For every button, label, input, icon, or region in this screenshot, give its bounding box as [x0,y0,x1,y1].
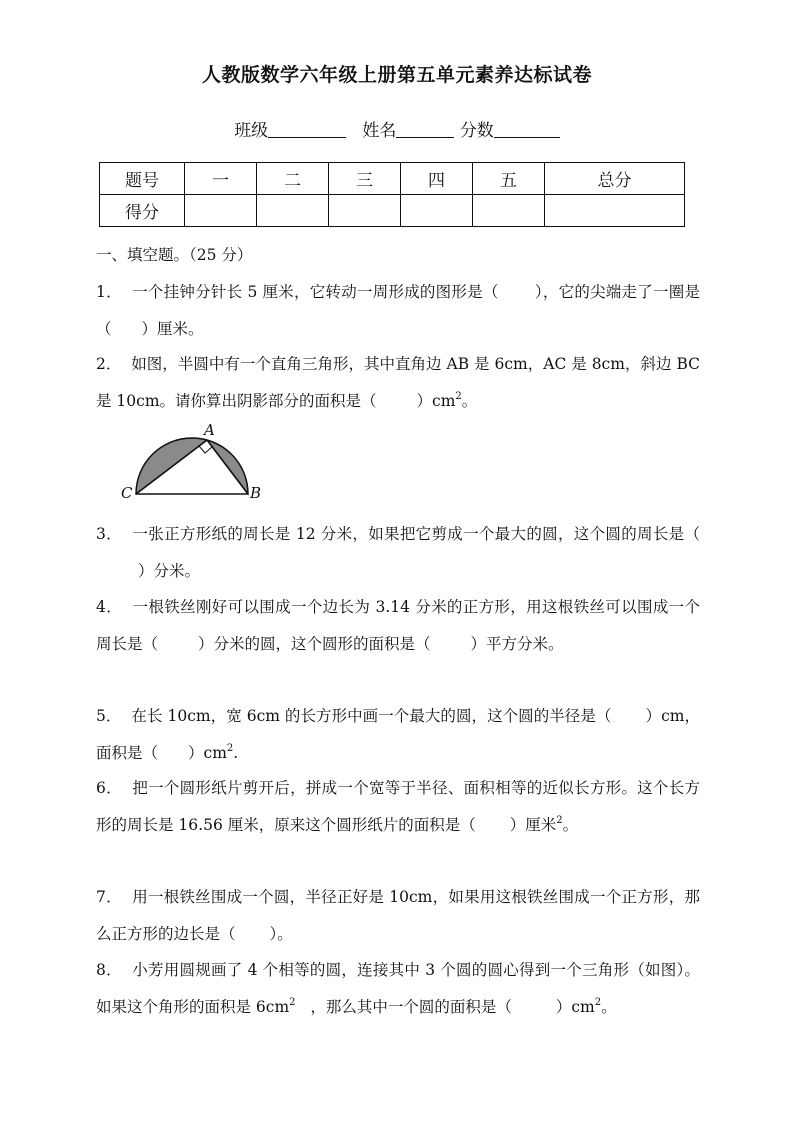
question-4 [96,589,700,662]
question-text: ）平方分米。 [470,634,564,653]
question-text: 把一个圆形纸片剪开后，拼成一个宽等于半径、面积相等的近似长方形。这个长方形的周长是 16.56 厘米，原来这个圆形纸片的面积是（ [96,779,700,834]
question-text: ）分米。 [138,561,201,580]
header-cell: 二 [257,163,329,195]
question-6 [96,770,700,843]
score-cell[interactable] [545,195,685,227]
question-text: ）。 [269,924,293,943]
header-cell: 总分 [545,163,685,195]
question-text: ，那么其中一个圆的面积是（ [310,997,512,1016]
page-title: 人教版数学六年级上册第五单元素养达标试卷 [201,64,592,86]
question-number: 7． [96,888,122,906]
question-text: 。 [601,997,617,1016]
question-text: 一个挂钟分针长 5 厘米，它转动一周形成的图形是（ [132,283,499,301]
score-table [99,162,685,227]
question-text: 。 [461,391,478,410]
score-cell[interactable] [257,195,329,227]
superscript: 2 [289,996,296,1008]
label-b: B [250,484,262,502]
score-table-score-row [100,195,685,227]
question-text: ）分米的圆，这个圆形的面积是（ [198,634,431,653]
superscript: 2 [556,814,563,826]
question-number: 1． [96,283,122,301]
name-label: 姓名 [362,121,397,141]
superscript: 2 [455,390,462,402]
section-heading [96,237,700,274]
question-8 [96,952,700,1025]
student-info-line [0,116,794,141]
question-text: . [233,743,239,762]
class-label: 班级 [234,121,269,141]
header-cell: 三 [329,163,401,195]
score-cell[interactable] [185,195,257,227]
question-number: 4． [96,598,123,616]
question-text: 一张正方形纸的周长是 12 分米，如果把它剪成一个最大的圆，这个圆的周长是（ [132,525,700,543]
question-7 [96,879,700,952]
label-a: A [204,421,215,439]
question-text: 小芳用圆规画了 4 个相等的圆，连接其中 3 个圆的圆心得到一个三角形（如图）。如果这个角形的面积是 6cm [96,961,700,1016]
right-angle-mark [199,446,212,453]
question-text: ）cm [416,391,456,410]
semicircle-triangle-figure [118,420,278,504]
question-text: ）厘米。 [141,319,204,338]
question-number: 5． [96,707,122,725]
question-text: ），它的尖端走了一圈是（ [96,283,700,338]
score-blank[interactable] [494,119,560,138]
question-text: ）cm [188,743,227,762]
question-number: 8． [96,961,122,979]
score-cell[interactable] [473,195,545,227]
question-3 [96,516,700,589]
question-number: 6． [96,779,122,797]
score-label: 分数 [459,121,494,141]
superscript: 2 [226,742,234,754]
question-number: 3． [96,525,122,543]
question-text: ）cm，面积是（ [96,707,700,762]
section-heading-text: 一、填空题。（25 分） [96,246,253,264]
question-text: 用一根铁丝围成一个圆，半径正好是 10cm，如果用这根铁丝围成一个正方形，那么正方形的边长是（ [96,888,700,943]
question-text: 。 [562,815,579,834]
score-row-label: 得分 [100,195,185,227]
header-cell: 题号 [100,163,185,195]
question-1 [96,274,700,347]
name-blank[interactable] [396,119,454,138]
question-2 [96,346,700,419]
question-text: 一根铁丝刚好可以围成一个边长为 3.14 分米的正方形，用这根铁丝可以围成一个周长是（ [96,598,700,653]
score-cell[interactable] [401,195,473,227]
header-cell: 一 [185,163,257,195]
label-c: C [121,484,133,502]
superscript: 2 [594,996,602,1008]
question-5 [96,698,700,771]
question-text: ）cm [555,997,595,1016]
question-text: 如图，半圆中有一个直角三角形，其中直角边 AB 是 6cm，AC 是 8cm，斜边 BC 是 10cm。请你算出阴影部分的面积是（ [96,355,700,410]
question-number: 2． [96,355,122,373]
score-table-header-row [100,163,685,195]
class-blank[interactable] [268,119,346,138]
question-text: 在长 10cm，宽 6cm 的长方形中画一个最大的圆，这个圆的半径是（ [131,707,612,725]
score-cell[interactable] [329,195,401,227]
header-cell: 五 [473,163,545,195]
header-cell: 四 [401,163,473,195]
question-text: ）厘米 [509,815,557,834]
